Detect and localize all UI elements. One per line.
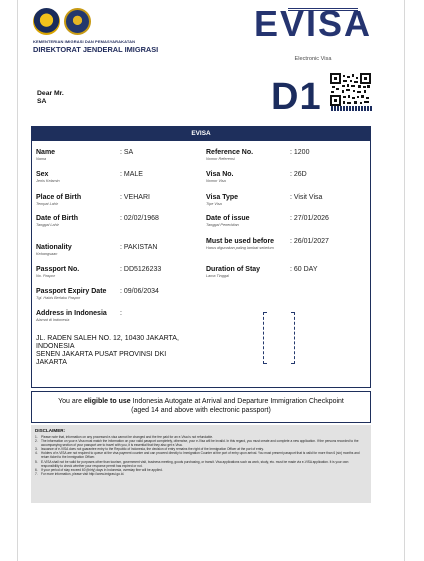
field-place-of-birth-value: : VEHARI xyxy=(120,194,150,201)
field-used-before-sub: Harus digunakan paling lambat sebelum xyxy=(206,246,274,250)
field-address-colon: : xyxy=(120,310,122,317)
field-name-sub: Nama xyxy=(36,157,47,161)
field-passport-expiry-label: Passport Expiry Date xyxy=(36,288,107,295)
disclaimer-item-text: Holders of e-VISA are not required to queue at the visa payment counter and can proceed directly to Immigration Counter at the port of entry upon arrival. You must present passport that is valid for more than 6 (six) months and return ticket to the Immigration Officer. xyxy=(41,451,360,460)
addressee xyxy=(37,90,64,106)
address-line-2: INDONESIA xyxy=(36,343,75,350)
section-title: EVISA xyxy=(32,127,370,141)
disclaimer-item-text: The information on your e-Visa must match the information on your valid passport completely, otherwise, your e-Visa will be invalid. In this regard, you must create and complete a new application. If the persons recorded to the accompanying section of your passport are to travel with you, it is essential that they also get e-Visa. xyxy=(41,439,359,448)
disclaimer-item: 2. The information on your e-Visa must match the information on your valid passport completely, otherwise, your e-Visa will be invalid. In this regard, you must create and complete a new application. If the persons recorded to the accompanying section of your passport are to travel with you, it is essential that they also get e-Visa. xyxy=(35,439,367,447)
eligibility-emphasis: eligible to use xyxy=(83,398,131,405)
field-reference-no-sub: Nomor Referensi xyxy=(206,157,235,161)
address-line-1: JL. RADEN SALEH NO. 12, 10430 JAKARTA, xyxy=(36,335,179,342)
field-date-of-issue-value: : 27/01/2026 xyxy=(290,215,329,222)
field-nationality-value: : PAKISTAN xyxy=(120,244,158,251)
field-duration xyxy=(206,266,260,279)
field-date-of-birth-value: : 02/02/1968 xyxy=(120,215,159,222)
evisa-logo-text: EVISA xyxy=(253,6,373,42)
field-date-of-issue-sub: Tanggal Penerbitan xyxy=(206,223,239,227)
field-visa-type-value: : Visit Visa xyxy=(290,194,323,201)
garuda-emblem-icon xyxy=(33,8,60,35)
eligibility-prefix: You are xyxy=(58,398,84,405)
field-passport-expiry-sub: Tgl. Habis Berlaku Paspor xyxy=(36,296,81,300)
field-passport-no-sub: No. Paspor xyxy=(36,274,55,278)
field-sex-sub: Jenis Kelamin xyxy=(36,179,60,183)
evisa-subtitle: Electronic Visa xyxy=(294,56,332,62)
field-reference-no xyxy=(206,149,253,162)
field-used-before-value: : 26/01/2027 xyxy=(290,238,329,245)
field-reference-no-value: : 1200 xyxy=(290,149,310,156)
field-visa-no-label: Visa No. xyxy=(206,171,234,178)
field-duration-value: : 60 DAY xyxy=(290,266,318,273)
field-name-label: Name xyxy=(36,149,56,156)
address-line-4: JAKARTA xyxy=(36,359,67,366)
field-sex-label: Sex xyxy=(36,171,49,178)
field-name xyxy=(36,149,55,162)
field-date-of-issue-label: Date of issue xyxy=(206,215,250,222)
field-used-before xyxy=(206,238,288,251)
field-place-of-birth-label: Place of Birth xyxy=(36,194,82,201)
field-sex xyxy=(36,171,60,184)
disclaimer-item: 5. E-VISA shall not be valid for purposes other than tourism, government visit, business meeting, goods purchasing, or transit. Visa applications such as work, study, etc. must be made via e-VISA application. It is your own responsibility to check whether your response permit has expired or not. xyxy=(35,460,367,468)
field-passport-no xyxy=(36,266,79,279)
disclaimer-box xyxy=(31,425,371,503)
field-place-of-birth xyxy=(36,194,81,207)
addressee-name: SA xyxy=(37,98,47,105)
photo-corner xyxy=(263,363,267,364)
disclaimer-item: 4. Holders of e-VISA are not required to queue at the visa payment counter and can proceed directly to Immigration Counter at the port of entry upon arrival. You must present passport that is valid for more than 6 (six) months and return ticket to the Immigration Officer. xyxy=(35,451,367,459)
field-date-of-birth xyxy=(36,215,78,228)
field-nationality-label: Nationality xyxy=(36,244,72,251)
photo-corner xyxy=(291,312,295,313)
field-name-value: : SA xyxy=(120,149,134,156)
disclaimer-item-text: Please note that, information on any processed e-visa cannot be changed and the fee paid for an e-Visa is not refundable. xyxy=(41,435,214,439)
autogate-eligibility-notice xyxy=(31,391,371,423)
disclaimer-item: 6. If your period of stay exceed 60 (thirty) days in Indonesia, overstay fine will be applied. xyxy=(35,467,163,472)
evisa-logo xyxy=(248,6,378,42)
field-visa-type-label: Visa Type xyxy=(206,194,239,201)
photo-corner xyxy=(263,312,267,313)
disclaimer-item-text: Issuance of e-VISA does not guarantee entry to the Republic of Indonesia, the decision of entry remains the right of the Immigration Officer at the port of entry. xyxy=(41,447,264,452)
immigration-seal-icon xyxy=(64,8,91,35)
disclaimer-item-text: If your period of stay exceed 60 (thirty) days in Indonesia, overstay fine will be applied. xyxy=(41,467,163,472)
disclaimer-item: 1. Please note that, information on any processed e-visa cannot be changed and the fee paid for an e-Visa is not refundable. xyxy=(35,435,214,439)
photo-corner xyxy=(291,363,295,364)
directorate-name: DIREKTORAT JENDERAL IMIGRASI xyxy=(33,45,159,54)
eligibility-line-2: (aged 14 and above with electronic passport) xyxy=(131,407,271,414)
qr-code-icon xyxy=(330,73,371,106)
field-address xyxy=(36,310,107,323)
header-logos xyxy=(33,8,91,35)
photo-placeholder xyxy=(263,312,295,364)
field-nationality xyxy=(36,244,72,257)
visa-category-code: D1 xyxy=(271,76,322,118)
ministry-name: KEMENTERIAN IMIGRASI DAN PEMASYARAKATAN xyxy=(33,39,136,44)
disclaimer-title: DISCLAIMER: xyxy=(35,428,66,433)
eligibility-rest: Indonesia Autogate at Arrival and Departure Immigration Checkpoint xyxy=(130,398,344,405)
disclaimer-item: 7. For more information, please visit http://www.imigrasi.go.id. xyxy=(35,471,125,476)
field-place-of-birth-sub: Tempat Lahir xyxy=(36,202,59,206)
field-date-of-birth-sub: Tanggal Lahir xyxy=(36,223,59,227)
field-visa-type-sub: Tipe Visa xyxy=(206,202,222,206)
field-passport-no-label: Passport No. xyxy=(36,266,80,273)
page-border-left xyxy=(17,0,18,561)
disclaimer-item: 3. Issuance of e-VISA does not guarantee entry to the Republic of Indonesia, the decision of entry remains the right of the Immigration Officer at the port of entry. xyxy=(35,447,264,452)
addressee-salutation: Dear Mr. xyxy=(37,90,64,97)
eligibility-line-1 xyxy=(32,397,370,406)
field-sex-value: : MALE xyxy=(120,171,143,178)
field-date-of-issue xyxy=(206,215,250,228)
field-used-before-label: Must be used before xyxy=(206,238,275,245)
disclaimer-item-text: For more information, please visit http://www.imigrasi.go.id. xyxy=(41,471,125,476)
field-visa-no-value: : 26D xyxy=(290,171,307,178)
field-address-sub: Alamat di Indonesia xyxy=(36,318,70,322)
field-visa-type xyxy=(206,194,238,207)
field-passport-expiry-value: : 09/06/2034 xyxy=(120,288,159,295)
security-stripes xyxy=(331,106,373,111)
page-border-right xyxy=(404,0,405,561)
field-reference-no-label: Reference No. xyxy=(206,149,254,156)
address-text xyxy=(36,335,206,367)
field-visa-no xyxy=(206,171,234,184)
address-line-3: SENEN JAKARTA PUSAT PROVINSI DKI xyxy=(36,351,167,358)
field-duration-label: Duration of Stay xyxy=(206,266,261,273)
field-address-label: Address in Indonesia xyxy=(36,310,107,317)
field-duration-sub: Lama Tinggal xyxy=(206,274,229,278)
field-passport-expiry xyxy=(36,288,106,301)
field-date-of-birth-label: Date of Birth xyxy=(36,215,78,222)
field-nationality-sub: Kebangsaan xyxy=(36,252,58,256)
disclaimer-item-text: E-VISA shall not be valid for purposes other than tourism, government visit, business meeting, goods purchasing, or transit. Visa applications such as work, study, etc. must be made via e-VISA application. It is your own responsibility to check whether your response permit has expired or not. xyxy=(41,459,349,468)
field-visa-no-sub: Nomor Visa xyxy=(206,179,226,183)
field-passport-no-value: : DD5126233 xyxy=(120,266,162,273)
